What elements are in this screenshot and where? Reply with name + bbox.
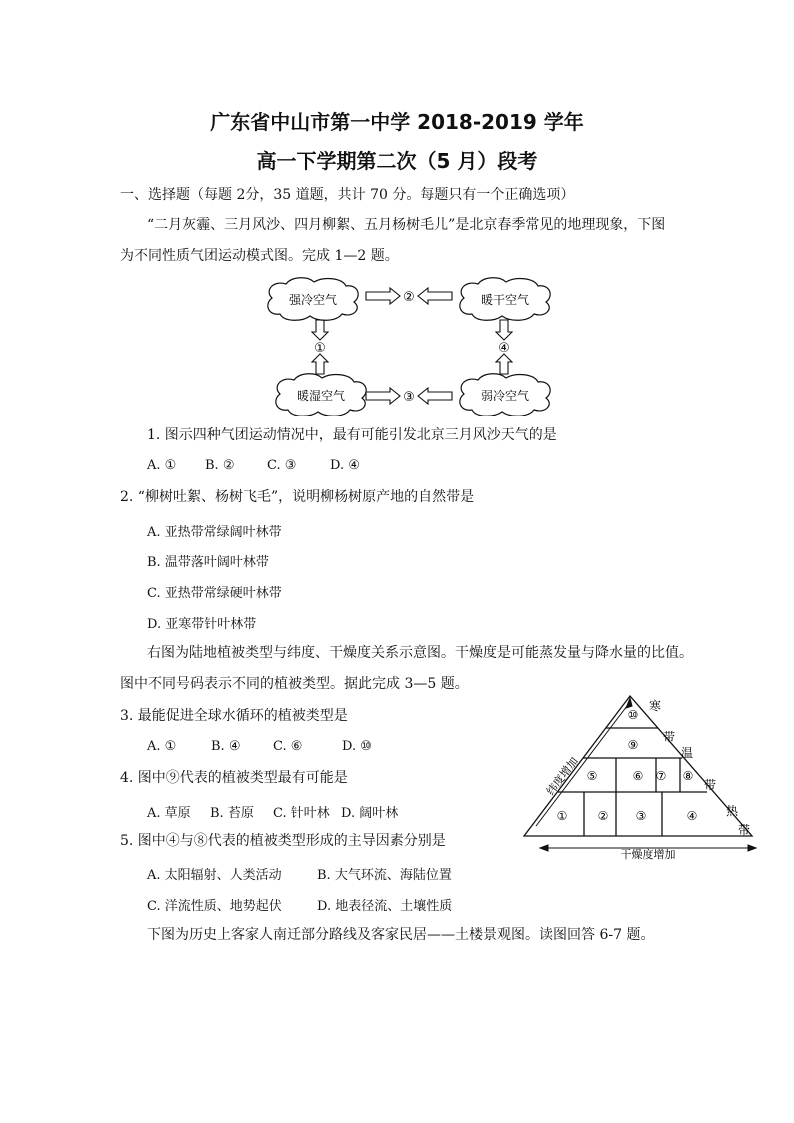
cell-3: ③ — [635, 809, 647, 823]
arrow-to-4-bottom — [496, 354, 512, 374]
q2-option-a: A. 亚热带常绿阔叶林带 — [147, 525, 282, 540]
title-line-2: 高一下学期第二次（5 月）段考 — [256, 149, 538, 173]
question-4: 4. 图中⑨代表的植被类型最有可能是 — [120, 770, 348, 786]
question-5: 5. 图中④与⑧代表的植被类型形成的主导因素分别是 — [120, 833, 446, 849]
q2-option-c: C. 亚热带常绿硬叶林带 — [147, 586, 282, 601]
cloud-label-warm-wet: 暖湿空气 — [296, 389, 346, 403]
question-2: 2. “柳树吐絮、杨树飞毛”，说明柳杨树原产地的自然带是 — [120, 489, 475, 505]
marker-1: ① — [314, 341, 326, 356]
vegetation-triangle-diagram — [516, 688, 768, 863]
q4-option-c: C. 针叶林 — [273, 806, 330, 821]
cell-8: ⑧ — [682, 769, 694, 783]
q1-option-d: D. ④ — [330, 458, 360, 473]
cell-6: ⑥ — [632, 769, 644, 783]
q5-option-a: A. 太阳辐射、人类活动 — [147, 868, 282, 883]
zone-temp-char-2: 带 — [704, 778, 717, 792]
cell-4: ④ — [686, 809, 698, 823]
intro-3: 下图为历史上客家人南迁部分路线及客家民居——土楼景观图。读图回答 6-7 题。 — [147, 927, 655, 943]
cell-5: ⑤ — [586, 769, 598, 783]
arrow-to-1-top — [312, 320, 328, 340]
cloud-label-cold-strong: 强冷空气 — [288, 293, 338, 307]
q3-option-d: D. ⑩ — [342, 739, 372, 754]
zone-temp-char-1: 温 — [681, 746, 694, 760]
arrow-to-1-bottom — [312, 354, 328, 374]
axis-dryness-label: 干燥度增加 — [620, 848, 676, 861]
q3-option-c: C. ⑥ — [273, 739, 303, 754]
question-3: 3. 最能促进全球水循环的植被类型是 — [120, 708, 348, 724]
zone-trop-char-2: 带 — [738, 823, 751, 837]
q1-option-a: A. ① — [147, 458, 177, 473]
intro-2-line-2: 图中不同号码表示不同的植被类型。据此完成 3—5 题。 — [120, 676, 469, 692]
arrow-to-3-right — [418, 388, 452, 404]
q4-option-a: A. 草原 — [147, 806, 191, 821]
intro-1-line-2: 为不同性质气团运动模式图。完成 1—2 题。 — [120, 248, 399, 264]
marker-4: ④ — [498, 341, 510, 356]
q4-option-d: D. 阔叶林 — [341, 806, 399, 821]
intro-2-line-1: 右图为陆地植被类型与纬度、干燥度关系示意图。干燥度是可能蒸发量与降水量的比值。 — [147, 645, 693, 661]
cloud-label-cold-weak: 弱冷空气 — [480, 389, 530, 403]
zone-cold-char-1: 寒 — [649, 699, 662, 713]
q1-option-b: B. ② — [205, 458, 235, 473]
air-mass-diagram — [262, 276, 562, 416]
cell-2: ② — [597, 809, 609, 823]
arrow-to-2-right — [418, 288, 452, 304]
question-1: 1. 图示四种气团运动情况中，最有可能引发北京三月风沙天气的是 — [147, 427, 557, 443]
q5-option-d: D. 地表径流、土壤性质 — [317, 899, 453, 914]
q5-option-c: C. 洋流性质、地势起伏 — [147, 899, 282, 914]
cell-10: ⑩ — [627, 708, 639, 722]
axis-latitude-label: 纬度增加 — [544, 754, 581, 798]
q5-option-b: B. 大气环流、海陆位置 — [317, 868, 452, 883]
q1-option-c: C. ③ — [267, 458, 297, 473]
section-heading: 一、选择题（每题 2分，35 道题，共计 70 分。每题只有一个正确选项） — [120, 187, 575, 203]
marker-3: ③ — [403, 390, 415, 405]
arrow-to-2-left — [366, 288, 400, 304]
intro-1-line-1: “二月灰霾、三月风沙、四月柳絮、五月杨树毛儿”是北京春季常见的地理现象，下图 — [147, 217, 666, 233]
q4-option-b: B. 苔原 — [210, 806, 254, 821]
q2-option-b: B. 温带落叶阔叶林带 — [147, 555, 269, 570]
q3-option-b: B. ④ — [211, 739, 241, 754]
zone-trop-char-1: 热 — [726, 804, 739, 818]
zone-cold-char-2: 带 — [663, 730, 676, 744]
title-line-1: 广东省中山市第一中学 2018-2019 学年 — [210, 110, 584, 134]
q2-option-d: D. 亚寒带针叶林带 — [147, 617, 257, 632]
cell-9: ⑨ — [627, 738, 639, 752]
cloud-label-warm-dry: 暖干空气 — [480, 293, 530, 307]
marker-2: ② — [403, 290, 415, 305]
cell-1: ① — [556, 809, 568, 823]
q3-option-a: A. ① — [147, 739, 177, 754]
arrow-to-3-left — [366, 388, 400, 404]
arrow-to-4-top — [496, 320, 512, 340]
cell-7: ⑦ — [655, 769, 667, 783]
